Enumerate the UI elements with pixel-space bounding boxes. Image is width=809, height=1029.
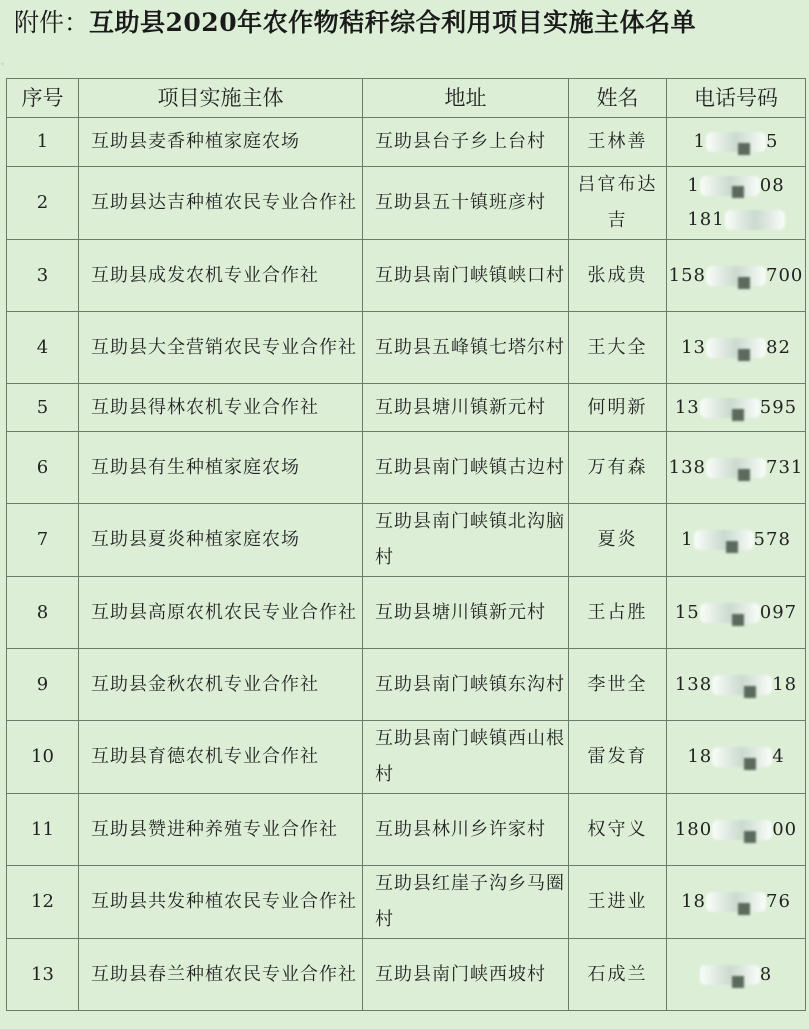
entity-address: 互助县五十镇班彦村 [363,167,569,240]
table-row [7,384,806,432]
phone-number [667,167,806,240]
table-row [7,649,806,721]
phone-number [667,721,806,794]
phone-redaction [700,398,760,418]
phone-redaction [694,530,754,550]
row-number: 8 [7,577,79,649]
entity-table [6,78,806,1011]
row-number: 1 [7,118,79,167]
contact-name: 权守义 [569,794,667,866]
table-row [7,721,806,794]
redaction-block [744,831,756,843]
phone-start: 13 [674,396,700,418]
phone-start: 158 [668,264,706,286]
entity-name: 互助县春兰种植农民专业合作社 [79,939,363,1011]
row-number: 9 [7,649,79,721]
phone-end: 00 [772,818,798,840]
phone-start: 13 [681,336,706,358]
entity-name: 互助县赞进种养殖专业合作社 [79,794,363,866]
phone-start: 15 [674,601,700,623]
contact-name: 何明新 [569,384,667,432]
phone-line [667,169,805,203]
redaction-block [732,976,744,988]
phone-start: 1 [687,175,700,196]
entity-address: 互助县塘川镇新元村 [363,384,569,432]
phone-number [667,649,806,721]
contact-name: 夏炎 [569,504,667,577]
phone-end: 595 [759,396,798,418]
entity-address: 互助县南门峡镇西山根村 [363,721,569,794]
table-header-row [7,79,806,118]
phone-line [667,957,805,993]
header-no: 序号 [7,79,79,118]
phone-start: 180 [674,818,713,840]
contact-name: 张成贵 [569,240,667,312]
contact-name: 王林善 [569,118,667,167]
header-entity: 项目实施主体 [79,79,363,118]
phone-line [667,667,805,703]
entity-name: 互助县金秋农机专业合作社 [79,649,363,721]
phone-redaction [706,892,766,912]
contact-name: 石成兰 [569,939,667,1011]
contact-name: 雷发育 [569,721,667,794]
redaction-block [732,409,744,421]
phone-end: 18 [772,673,798,695]
phone-number [667,504,806,577]
redaction-block [738,903,750,915]
title-prefix: 附件： [14,8,90,37]
entity-name: 互助县达吉种植农民专业合作社 [79,167,363,240]
row-number: 13 [7,939,79,1011]
table-row [7,167,806,240]
entity-address: 互助县南门峡镇北沟脑村 [363,504,569,577]
entity-name: 互助县有生种植家庭农场 [79,432,363,504]
table-row [7,240,806,312]
row-number: 12 [7,866,79,939]
table-row [7,432,806,504]
row-number: 6 [7,432,79,504]
entity-name: 互助县大全营销农民专业合作社 [79,312,363,384]
phone-line [667,739,805,775]
entity-address: 互助县台子乡上台村 [363,118,569,167]
table-row [7,504,806,577]
row-number: 4 [7,312,79,384]
phone-number [667,432,806,504]
table-body [7,118,806,1011]
phone-redaction [706,458,766,478]
entity-name: 互助县夏炎种植家庭农场 [79,504,363,577]
table-row [7,866,806,939]
row-number: 3 [7,240,79,312]
phone-start: 138 [674,673,713,695]
contact-name: 王大全 [569,312,667,384]
entity-name: 互助县育德农机专业合作社 [79,721,363,794]
redaction-block [744,686,756,698]
entity-address: 互助县南门峡西坡村 [363,939,569,1011]
phone-redaction [700,965,760,985]
row-number: 2 [7,167,79,240]
entity-address: 互助县红崖子沟乡马圈村 [363,866,569,939]
row-number: 11 [7,794,79,866]
phone-end: 700 [766,264,804,286]
header-person: 姓名 [569,79,667,118]
phone-number [667,118,806,167]
entity-name: 互助县成发农机专业合作社 [79,240,363,312]
redaction-block [726,541,738,553]
phone-end: 4 [772,746,785,767]
contact-name: 王占胜 [569,577,667,649]
phone-line-2 [667,203,805,237]
table-row [7,312,806,384]
entity-name: 互助县麦香种植家庭农场 [79,118,363,167]
redaction-block [738,349,750,361]
phone-end: 731 [766,456,804,478]
phone-line [667,595,805,631]
phone2-redaction [725,210,785,230]
page-title [14,6,696,40]
phone-line [667,390,805,426]
row-number: 5 [7,384,79,432]
entity-address: 互助县南门峡镇峡口村 [363,240,569,312]
redaction-block [732,186,744,198]
phone-end: 76 [766,891,791,912]
header-address: 地址 [363,79,569,118]
phone-redaction [706,266,766,286]
phone-line [667,884,805,920]
contact-name: 李世全 [569,649,667,721]
title-main: 互助县2020年农作物秸秆综合利用项目实施主体名单 [89,8,697,37]
entity-address: 互助县塘川镇新元村 [363,577,569,649]
phone-end: 82 [766,336,791,358]
phone-end: 5 [766,131,779,152]
phone-number [667,866,806,939]
row-number: 10 [7,721,79,794]
entity-address: 互助县南门峡镇古边村 [363,432,569,504]
contact-name: 万有森 [569,432,667,504]
phone-line [667,812,805,848]
phone-end: 097 [759,601,798,623]
phone-number [667,577,806,649]
contact-name: 吕官布达吉 [569,167,667,240]
phone-line [667,522,805,558]
entity-name: 互助县共发种植农民专业合作社 [79,866,363,939]
table-row [7,118,806,167]
phone-end: 8 [759,963,773,985]
phone-redaction [706,338,766,358]
phone-start: 1 [681,529,694,550]
phone-line [667,330,805,366]
phone-number [667,384,806,432]
entity-address: 互助县南门峡镇东沟村 [363,649,569,721]
phone2-start: 181 [687,209,725,230]
entity-address: 互助县林川乡许家村 [363,794,569,866]
entity-address: 互助县五峰镇七塔尔村 [363,312,569,384]
table-row [7,939,806,1011]
redaction-block [738,277,750,289]
redaction-block [732,614,744,626]
entity-name: 互助县得林农机专业合作社 [79,384,363,432]
phone-start: 1 [693,131,706,152]
phone-redaction [712,747,772,767]
phone-redaction [700,603,760,623]
phone-number [667,240,806,312]
phone-start: 138 [668,456,706,478]
redaction-block [738,469,750,481]
row-number: 7 [7,504,79,577]
phone-line [667,450,805,486]
phone-line [667,124,805,160]
phone-redaction [712,675,772,695]
phone-redaction [712,820,772,840]
phone-line [667,258,805,294]
table-row [7,577,806,649]
phone-end: 578 [753,529,791,550]
phone-number [667,939,806,1011]
phone-redaction [706,132,766,152]
contact-name: 王进业 [569,866,667,939]
phone-end: 08 [759,175,785,196]
phone-start: 18 [687,746,713,767]
header-phone: 电话号码 [667,79,806,118]
phone-redaction [700,176,760,196]
table-row [7,794,806,866]
entity-name: 互助县高原农机农民专业合作社 [79,577,363,649]
phone-number [667,794,806,866]
marker-dot: ◦ [0,60,5,69]
phone-start: 18 [681,891,706,912]
redaction-block [744,758,756,770]
phone-number [667,312,806,384]
redaction-block [738,143,750,155]
